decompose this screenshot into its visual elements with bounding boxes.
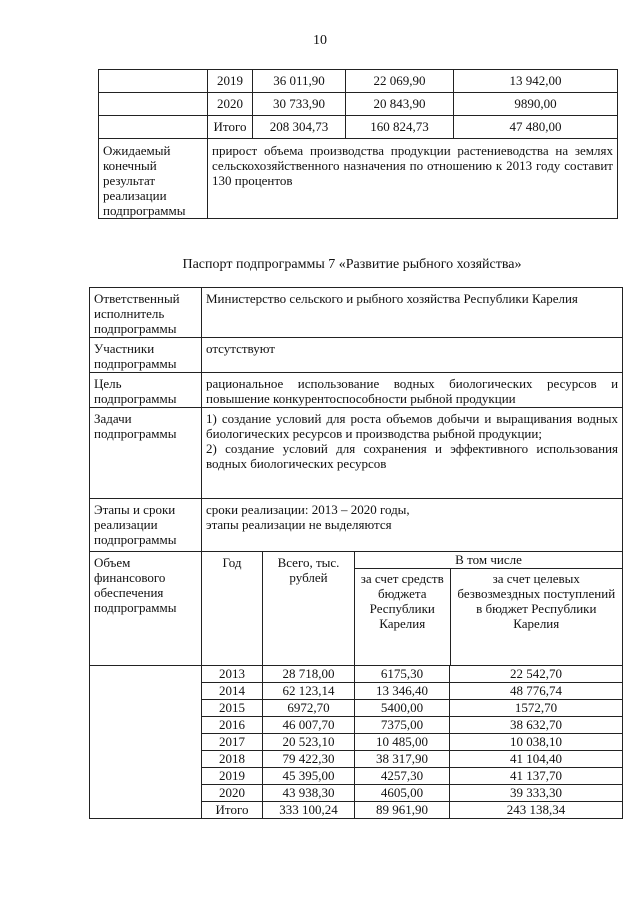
- finance-budget: 7375,00: [355, 717, 450, 734]
- finance-label-blank: [90, 751, 202, 768]
- table-row: [90, 408, 623, 499]
- finance-grants: 10 038,10: [450, 734, 623, 751]
- finance-year: 2019: [202, 768, 263, 785]
- finance-row: [90, 802, 623, 819]
- finance-rows: [90, 666, 623, 819]
- stages-value: [202, 499, 623, 552]
- finance-row: [90, 717, 623, 734]
- finance-label-blank: [90, 683, 202, 700]
- finance-budget: 6175,30: [355, 666, 450, 683]
- finance-total: 79 422,30: [263, 751, 355, 768]
- finance-total: 45 395,00: [263, 768, 355, 785]
- col-header-budget: за счет средств бюджета Республики Карелия: [355, 569, 450, 665]
- finance-row: [90, 785, 623, 802]
- goal-label: Цель подпрограммы: [90, 373, 202, 408]
- expected-result-label: Ожидаемый конечный результат реализации подпрограммы: [99, 139, 208, 219]
- executor-value: Министерство сельского и рыбного хозяйства Республики Карелия: [202, 288, 623, 338]
- table-row: [90, 499, 623, 552]
- finance-budget: 5400,00: [355, 700, 450, 717]
- finance-total: 28 718,00: [263, 666, 355, 683]
- value-cell: 20 843,90: [346, 93, 454, 116]
- finance-year: 2020: [202, 785, 263, 802]
- finance-row: [90, 683, 623, 700]
- finance-label-blank: [90, 734, 202, 751]
- participants-value: отсутствуют: [202, 338, 623, 373]
- finance-header-row: [90, 552, 623, 666]
- tasks-label: Задачи подпрограммы: [90, 408, 202, 499]
- passport-table: [89, 287, 623, 819]
- value-cell: 13 942,00: [454, 70, 618, 93]
- including-subheaders: [355, 569, 622, 665]
- finance-budget: 4257,30: [355, 768, 450, 785]
- expected-result-value: прирост объема производства продукции растениеводства на землях сельскохозяйственного назначения по отношению к 2013 году составит 130 процентов: [208, 139, 618, 219]
- year-cell: Итого: [208, 116, 253, 139]
- table-row: [99, 70, 618, 93]
- finance-grants: 39 333,30: [450, 785, 623, 802]
- table-row: [90, 373, 623, 408]
- finance-grants: 1572,70: [450, 700, 623, 717]
- total-cell: 36 011,90: [253, 70, 346, 93]
- finance-year: 2014: [202, 683, 263, 700]
- finance-budget: 10 485,00: [355, 734, 450, 751]
- total-cell: 208 304,73: [253, 116, 346, 139]
- finance-total: 43 938,30: [263, 785, 355, 802]
- finance-label-blank: [90, 802, 202, 819]
- finance-label: Объем финансового обеспечения подпрограммы: [90, 552, 202, 666]
- participants-label: Участники подпрограммы: [90, 338, 202, 373]
- finance-row: [90, 751, 623, 768]
- stages-line: сроки реализации: 2013 – 2020 годы,: [206, 502, 410, 517]
- tasks-value: [202, 408, 623, 499]
- finance-year: 2017: [202, 734, 263, 751]
- stages-line: этапы реализации не выделяются: [206, 517, 392, 532]
- finance-grants: 41 137,70: [450, 768, 623, 785]
- finance-total: 46 007,70: [263, 717, 355, 734]
- label-cell: [99, 116, 208, 139]
- finance-budget: 4605,00: [355, 785, 450, 802]
- finance-budget: 13 346,40: [355, 683, 450, 700]
- value-cell: 47 480,00: [454, 116, 618, 139]
- finance-row: [90, 666, 623, 683]
- finance-year: Итого: [202, 802, 263, 819]
- year-cell: 2019: [208, 70, 253, 93]
- task-item: 2) создание условий для сохранения и эффективного использования водных биологических ресурсов: [206, 441, 619, 471]
- finance-total: 6972,70: [263, 700, 355, 717]
- finance-label-blank: [90, 717, 202, 734]
- finance-label-blank: [90, 785, 202, 802]
- col-header-including: [355, 552, 623, 666]
- finance-total: 20 523,10: [263, 734, 355, 751]
- finance-grants: 243 138,34: [450, 802, 623, 819]
- expected-result-row: [99, 139, 618, 219]
- executor-label: Ответственный исполнитель подпрограммы: [90, 288, 202, 338]
- col-header-grants: за счет целевых безвозмездных поступлений в бюджет Республики Карелия: [457, 571, 616, 631]
- finance-label-blank: [90, 700, 202, 717]
- finance-grants: 41 104,40: [450, 751, 623, 768]
- finance-row: [90, 700, 623, 717]
- finance-grants: 48 776,74: [450, 683, 623, 700]
- table-row: [90, 288, 623, 338]
- including-header: В том числе: [355, 552, 622, 569]
- finance-label-blank: [90, 666, 202, 683]
- finance-budget: 89 961,90: [355, 802, 450, 819]
- stages-label: Этапы и сроки реализации подпрограммы: [90, 499, 202, 552]
- finance-total: 333 100,24: [263, 802, 355, 819]
- finance-year: 2013: [202, 666, 263, 683]
- col-header-year: Год: [202, 552, 263, 666]
- page-number: 10: [313, 33, 327, 48]
- col-header-total: Всего, тыс. рублей: [263, 552, 355, 666]
- value-cell: 22 069,90: [346, 70, 454, 93]
- passport-caption: Паспорт подпрограммы 7 «Развитие рыбного хозяйства»: [182, 257, 522, 272]
- table-row: [99, 116, 618, 139]
- value-cell: 160 824,73: [346, 116, 454, 139]
- finance-year: 2016: [202, 717, 263, 734]
- table-row: [90, 338, 623, 373]
- total-cell: 30 733,90: [253, 93, 346, 116]
- label-cell: [99, 93, 208, 116]
- prev-subprogram-finance-table: [98, 69, 618, 219]
- finance-grants: 38 632,70: [450, 717, 623, 734]
- finance-total: 62 123,14: [263, 683, 355, 700]
- finance-year: 2015: [202, 700, 263, 717]
- finance-row: [90, 734, 623, 751]
- year-cell: 2020: [208, 93, 253, 116]
- finance-label-blank: [90, 768, 202, 785]
- table-row: [99, 93, 618, 116]
- finance-grants: 22 542,70: [450, 666, 623, 683]
- label-cell: [99, 70, 208, 93]
- finance-row: [90, 768, 623, 785]
- value-cell: 9890,00: [454, 93, 618, 116]
- task-item: 1) создание условий для роста объемов добычи и выращивания водных биологических ресурсов и производства рыбной продукции;: [206, 411, 619, 441]
- goal-value: рациональное использование водных биологических ресурсов и повышение конкурентоспособности рыбной продукции: [202, 373, 623, 408]
- finance-year: 2018: [202, 751, 263, 768]
- finance-budget: 38 317,90: [355, 751, 450, 768]
